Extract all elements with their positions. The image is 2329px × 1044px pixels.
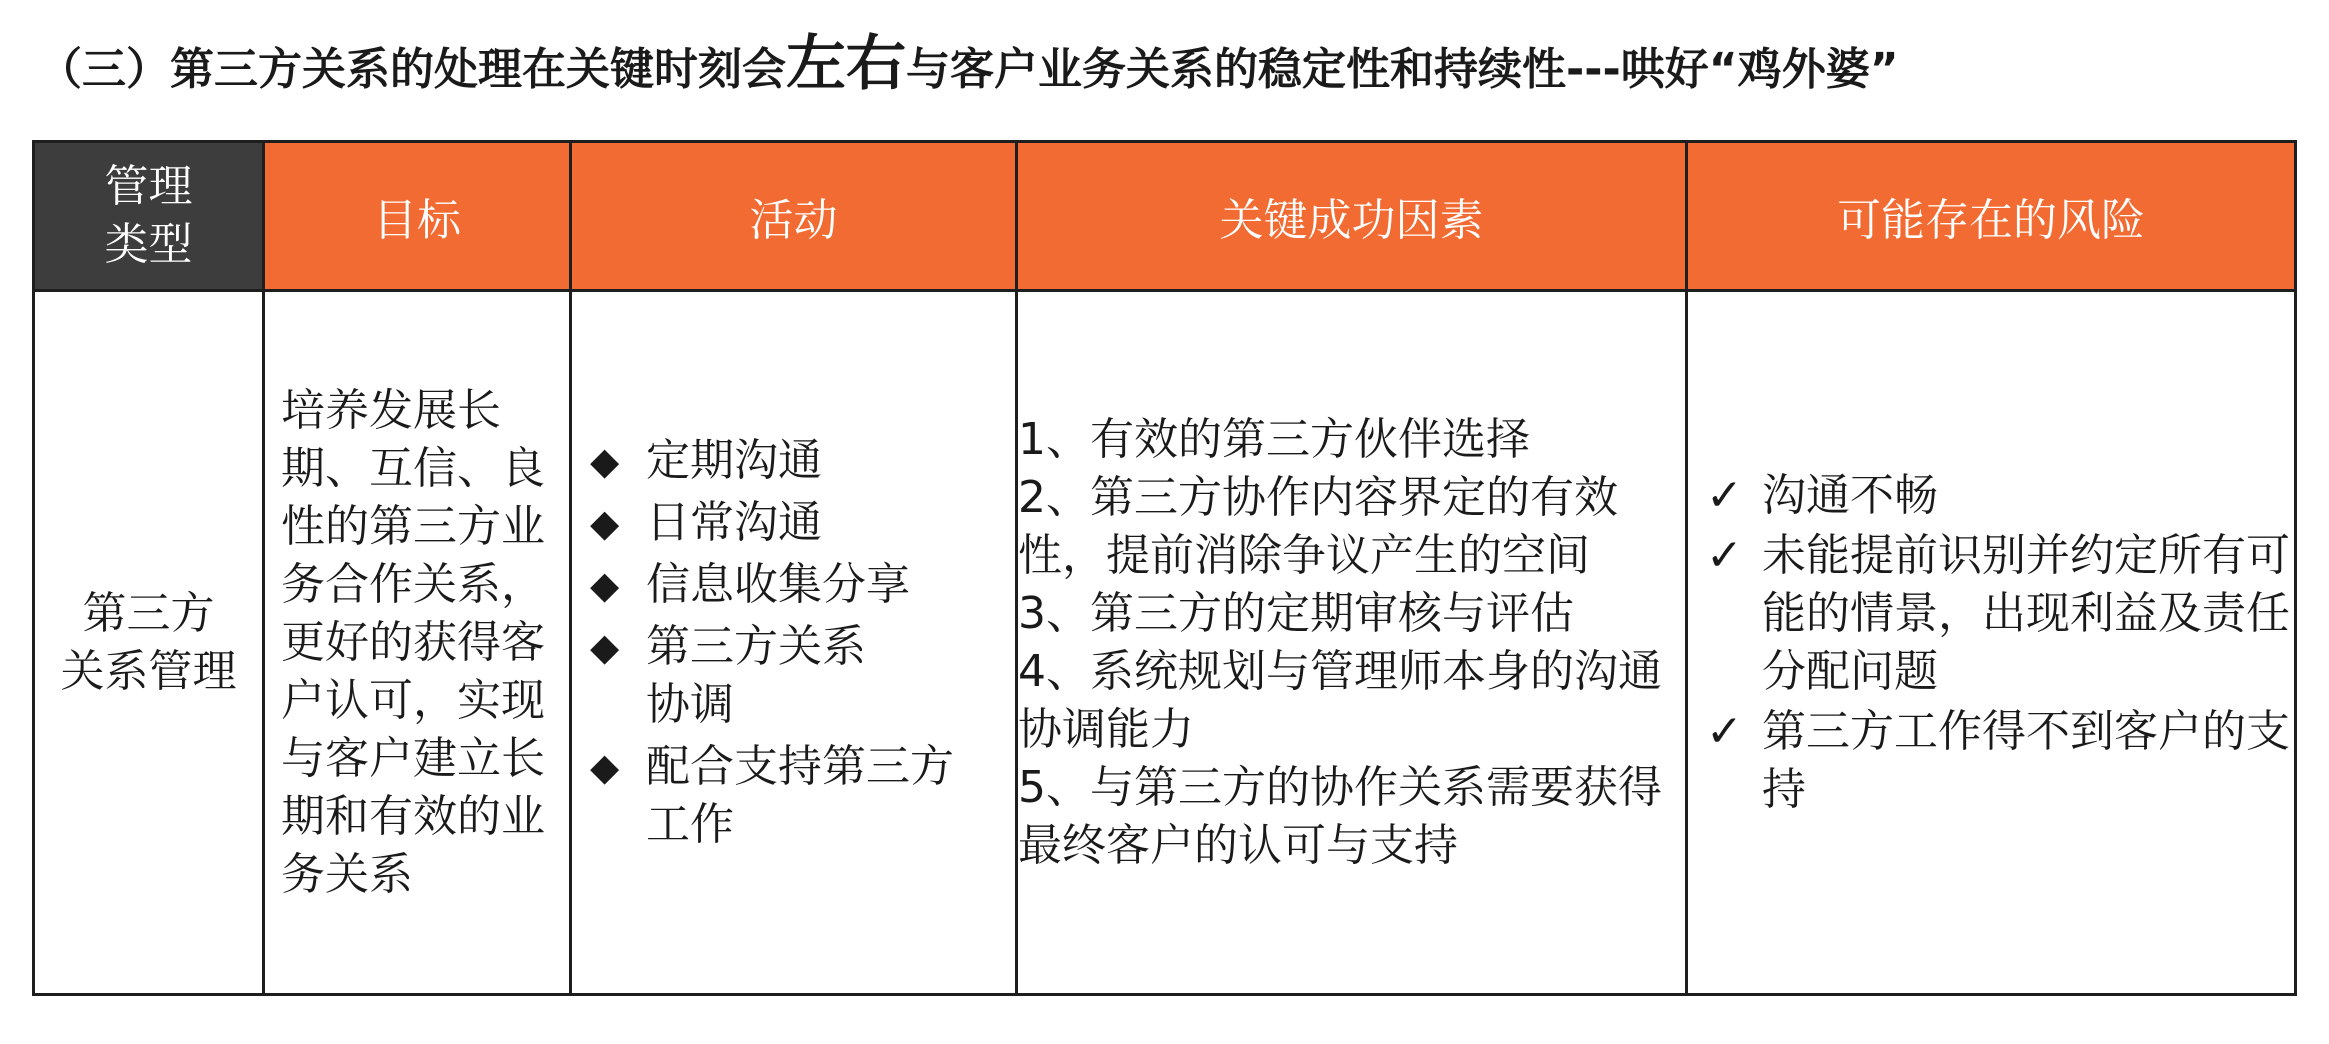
activity-text: 日常沟通 xyxy=(646,496,822,548)
management-table xyxy=(32,140,2297,996)
list-item: 2、第三方协作内容界定的有效性，提前消除争议产生的空间 xyxy=(1018,471,1618,581)
title-suffix: 与客户业务关系的稳定性和持续性---哄好“鸡外婆” xyxy=(906,44,1899,95)
type-line2: 关系管理 xyxy=(60,645,237,697)
list-item: 4、系统规划与管理师本身的沟通协调能力 xyxy=(1018,645,1662,755)
table-row xyxy=(34,291,2296,995)
risks-cell xyxy=(1687,291,2296,995)
risks-list xyxy=(1688,467,2294,819)
list-item xyxy=(1688,703,2294,819)
list-item xyxy=(572,738,1015,854)
diamond-bullet-icon: ◆ xyxy=(590,744,620,789)
header-type-line1: 管理 xyxy=(104,161,193,212)
header-risks: 可能存在的风险 xyxy=(1687,142,2296,291)
list-item xyxy=(1688,527,2294,701)
header-goal: 目标 xyxy=(264,142,571,291)
factors-cell xyxy=(1017,291,1687,995)
list-item: 1、有效的第三方伙伴选择 xyxy=(1018,413,1530,465)
page-title xyxy=(38,26,2298,108)
header-activities: 活动 xyxy=(571,142,1017,291)
diamond-bullet-icon: ◆ xyxy=(590,624,620,669)
risk-text: 第三方工作得不到客户的支持 xyxy=(1762,705,2290,815)
factors-list xyxy=(1018,411,1685,875)
goal-cell xyxy=(264,291,571,995)
list-item: 3、第三方的定期审核与评估 xyxy=(1018,587,1574,639)
diamond-bullet-icon: ◆ xyxy=(590,562,620,607)
activities-cell xyxy=(571,291,1017,995)
type-line1: 第三方 xyxy=(82,587,215,639)
list-item xyxy=(572,494,1015,552)
check-icon: ✓ xyxy=(1706,529,1743,581)
list-item xyxy=(572,618,1015,734)
header-type-line2: 类型 xyxy=(104,219,193,270)
goal-text: 培养发展长期、互信、良性的第三方业务合作关系，更好的获得客户认可，实现与客户建立长期和有效的业务关系 xyxy=(281,384,545,900)
title-prefix: （三）第三方关系的处理在关键时刻会 xyxy=(38,44,786,95)
list-item xyxy=(572,432,1015,490)
activity-text: 信息收集分享 xyxy=(646,558,910,610)
check-icon: ✓ xyxy=(1706,469,1743,521)
activity-text: 第三方关系协调 xyxy=(646,620,866,730)
list-item: 5、与第三方的协作关系需要获得最终客户的认可与支持 xyxy=(1018,761,1662,871)
risk-text: 沟通不畅 xyxy=(1762,469,1938,521)
header-factors: 关键成功因素 xyxy=(1017,142,1687,291)
diamond-bullet-icon: ◆ xyxy=(590,438,620,483)
activities-list xyxy=(572,432,1015,854)
check-icon: ✓ xyxy=(1706,705,1743,757)
title-emphasis: 左右 xyxy=(786,29,906,99)
activity-text: 定期沟通 xyxy=(646,434,822,486)
list-item xyxy=(1688,467,2294,525)
diamond-bullet-icon: ◆ xyxy=(590,500,620,545)
header-row xyxy=(34,142,2296,291)
header-type xyxy=(34,142,264,291)
list-item xyxy=(572,556,1015,614)
activity-text: 配合支持第三方工作 xyxy=(646,740,954,850)
type-cell xyxy=(34,291,264,995)
risk-text: 未能提前识别并约定所有可能的情景，出现利益及责任分配问题 xyxy=(1762,529,2290,697)
